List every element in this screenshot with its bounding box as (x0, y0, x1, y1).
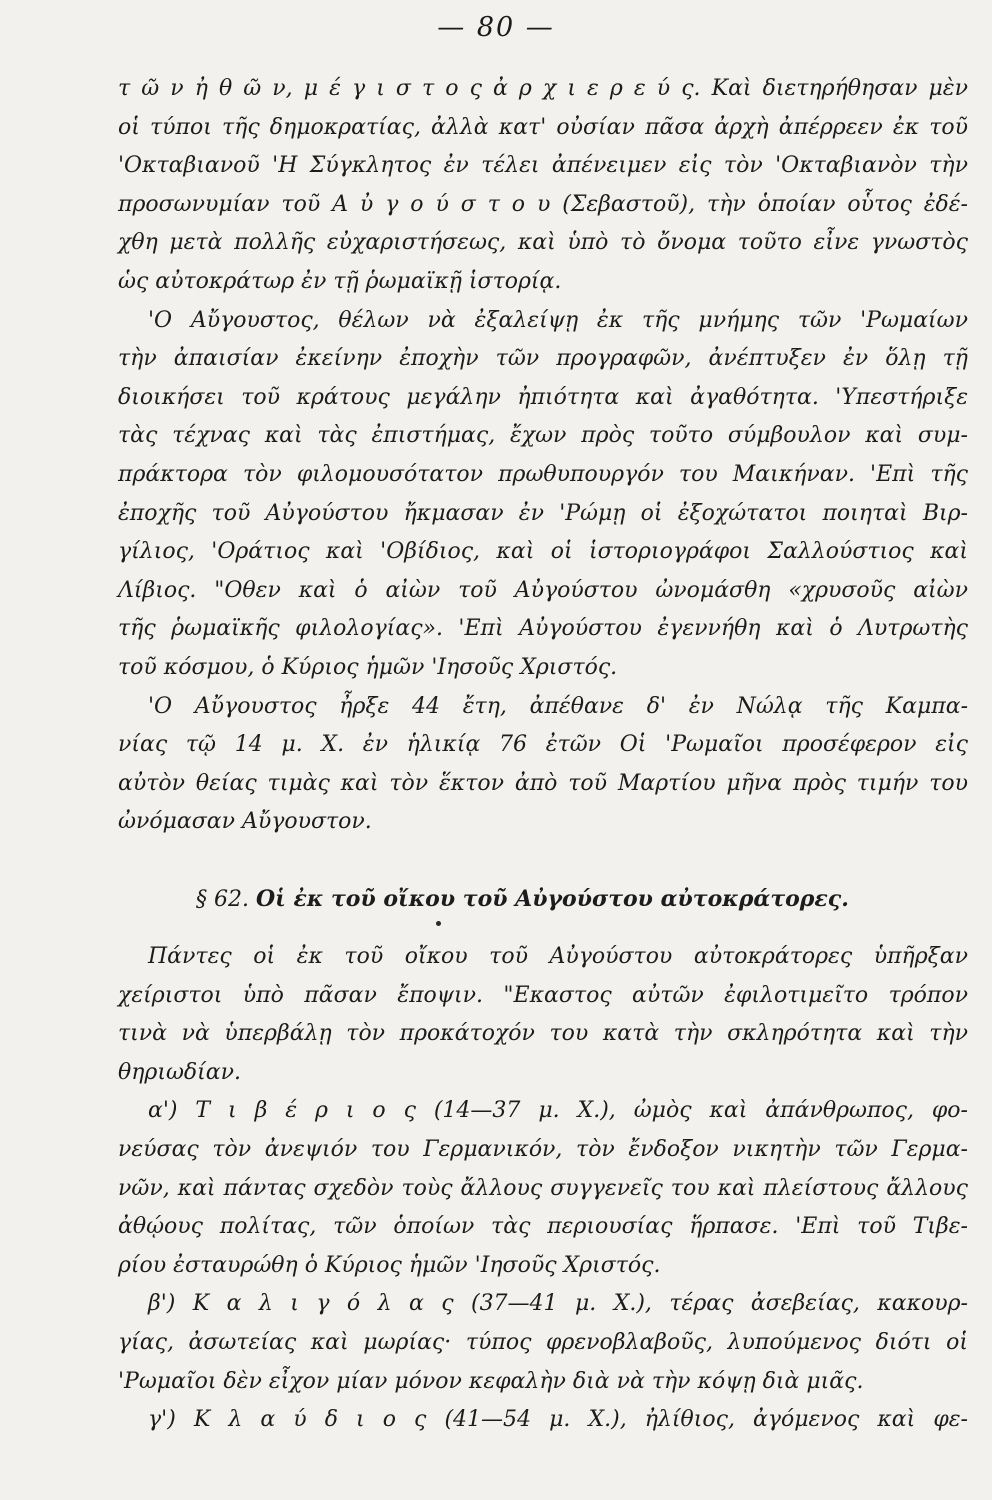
text-line: τὴν ἀπαισίαν ἐκείνην ἐποχὴν τῶν προγραφῶν, ἀνέπτυξεν ἐν ὅλῃ τῇ (118, 346, 968, 372)
section-number: § 62. (196, 887, 249, 913)
text-line: 'Ρωμαῖοι δὲν εἶχον μίαν μόνον κεφαλὴν διὰ νὰ τὴν κόψῃ διὰ μιᾶς. (118, 1368, 864, 1394)
text-line: ὠνόμασαν Αὔγουστον. (118, 809, 372, 835)
section-gap (118, 842, 968, 881)
text-line: β') Κ α λ ι γ ό λ α ς (37—41 μ. Χ.), τέρας ἀσεβείας, κακουρ- (148, 1291, 968, 1317)
text-line: οἱ τύποι τῆς δημοκρατίας, ἀλλὰ κατ' οὐσίαν πᾶσα ἀρχὴ ἀπέρρεεν ἐκ τοῦ (118, 114, 968, 140)
page-number: — 80 — (437, 12, 555, 43)
text-line: τινὰ νὰ ὑπερβάλῃ τὸν προκάτοχόν του κατὰ τὴν σκληρότητα καὶ τὴν (118, 1021, 968, 1047)
text-line: 'Οκταβιανοῦ 'Η Σύγκλητος ἐν τέλει ἀπένειμεν εἰς τὸν 'Οκταβιανὸν τὴν (118, 153, 968, 179)
text-line: α') Τ ι β έ ρ ι ο ς (14—37 μ. Χ.), ὠμὸς καὶ ἀπάνθρωπος, φο- (148, 1098, 968, 1124)
text-line: ὡς αὐτοκράτωρ ἐν τῇ ῥωμαϊκῇ ἱστορίᾳ. (118, 268, 562, 294)
body-text (118, 70, 968, 1440)
text-line: Πάντες οἱ ἐκ τοῦ οἴκου τοῦ Αὐγούστου αὐτοκράτορες ὑπῆρξαν (148, 944, 968, 970)
text-line: ἐποχῆς τοῦ Αὐγούστου ἤκμασαν ἐν 'Ρώμῃ οἱ ἐξοχώτατοι ποιηταὶ Βιρ- (118, 500, 968, 526)
text-line: Λίβιος. "Οθεν καὶ ὁ αἰὼν τοῦ Αὐγούστου ὠνομάσθη «χρυσοῦς αἰὼν (118, 577, 968, 603)
text-line: διοικήσει τοῦ κράτους μεγάλην ἠπιότητα καὶ ἀγαθότητα. 'Υπεστήριξε (118, 384, 968, 410)
text-line: αὐτὸν θείας τιμὰς καὶ τὸν ἕκτον ἀπὸ τοῦ Μαρτίου μῆνα πρὸς τιμήν του (118, 770, 968, 796)
text-line: γίλιος, 'Οράτιος καὶ 'Οβίδιος, καὶ οἱ ἱστοριογράφοι Σαλλούστιος καὶ (118, 539, 968, 565)
text-line: τὰς τέχνας καὶ τὰς ἐπιστήμας, ἔχων πρὸς τοῦτο σύμβουλον καὶ συμ- (118, 423, 968, 449)
text-line: τῆς ῥωμαϊκῆς φιλολογίας». 'Επὶ Αὐγούστου ἐγεννήθη καὶ ὁ Λυτρωτὴς (118, 616, 968, 642)
text-line: τ ῶ ν ἠ θ ῶ ν, μ έ γ ι σ τ ο ς ἀ ρ χ ι ε ρ ε ύ ς. Καὶ διετηρήθησαν μὲν (118, 76, 968, 101)
text-line: γίας, ἀσωτείας καὶ μωρίας· τύπος φρενοβλαβοῦς, λυπούμενος διότι οἱ (118, 1330, 968, 1355)
section-title: Οἱ ἐκ τοῦ οἴκου τοῦ Αὐγούστου αὐτοκράτορες. (255, 886, 849, 913)
text-line: πράκτορα τὸν φιλομουσότατον πρωθυπουργόν του Μαικήναν. 'Επὶ τῆς (118, 461, 968, 487)
text-line: νεύσας τὸν ἀνεψιόν του Γερμανικόν, τὸν ἔνδοξον νικητὴν τῶν Γερμα- (118, 1137, 968, 1163)
text-line: ρίου ἐσταυρώθη ὁ Κύριος ἡμῶν 'Ιησοῦς Χριστός. (118, 1252, 661, 1278)
text-line: 'Ο Αὔγουστος ἦρξε 44 ἔτη, ἀπέθανε δ' ἐν Νώλᾳ τῆς Καμπα- (148, 693, 968, 719)
text-line: νῶν, καὶ πάντας σχεδὸν τοὺς ἄλλους συγγενεῖς του καὶ πλείστους ἄλλους (118, 1175, 968, 1201)
text-line: χθη μετὰ πολλῆς εὐχαριστήσεως, καὶ ὑπὸ τὸ ὄνομα τοῦτο εἶνε γνωστὸς (118, 230, 968, 256)
text-line: χείριστοι ὑπὸ πᾶσαν ἔποψιν. "Εκαστος αὐτῶν ἐφιλοτιμεῖτο τρόπον (118, 982, 968, 1008)
text-line: προσωνυμίαν τοῦ Α ὐ γ ο ύ σ τ ο υ (Σεβαστοῦ), τὴν ὁποίαν οὗτος ἐδέ- (118, 191, 968, 217)
text-line: νίας τῷ 14 μ. Χ. ἐν ἡλικίᾳ 76 ἐτῶν Οἱ 'Ρωμαῖοι προσέφερον εἰς (118, 732, 968, 758)
text-line: θηριωδίαν. (118, 1059, 242, 1085)
ornament-dot (118, 919, 968, 938)
text-line: γ') Κ λ α ύ δ ι ο ς (41—54 μ. Χ.), ἠλίθιος, ἀγόμενος καὶ φε- (148, 1407, 968, 1433)
text-line: τοῦ κόσμου, ὁ Κύριος ἡμῶν 'Ιησοῦς Χριστός. (118, 654, 618, 680)
section-heading (118, 880, 968, 919)
text-line: 'Ο Αὔγουστος, θέλων νὰ ἐξαλείψῃ ἐκ τῆς μνήμης τῶν 'Ρωμαίων (148, 307, 968, 333)
text-line: ἀθῴους πολίτας, τῶν ὁποίων τὰς περιουσίας ἥρπασε. 'Επὶ τοῦ Τιβε- (118, 1214, 968, 1240)
